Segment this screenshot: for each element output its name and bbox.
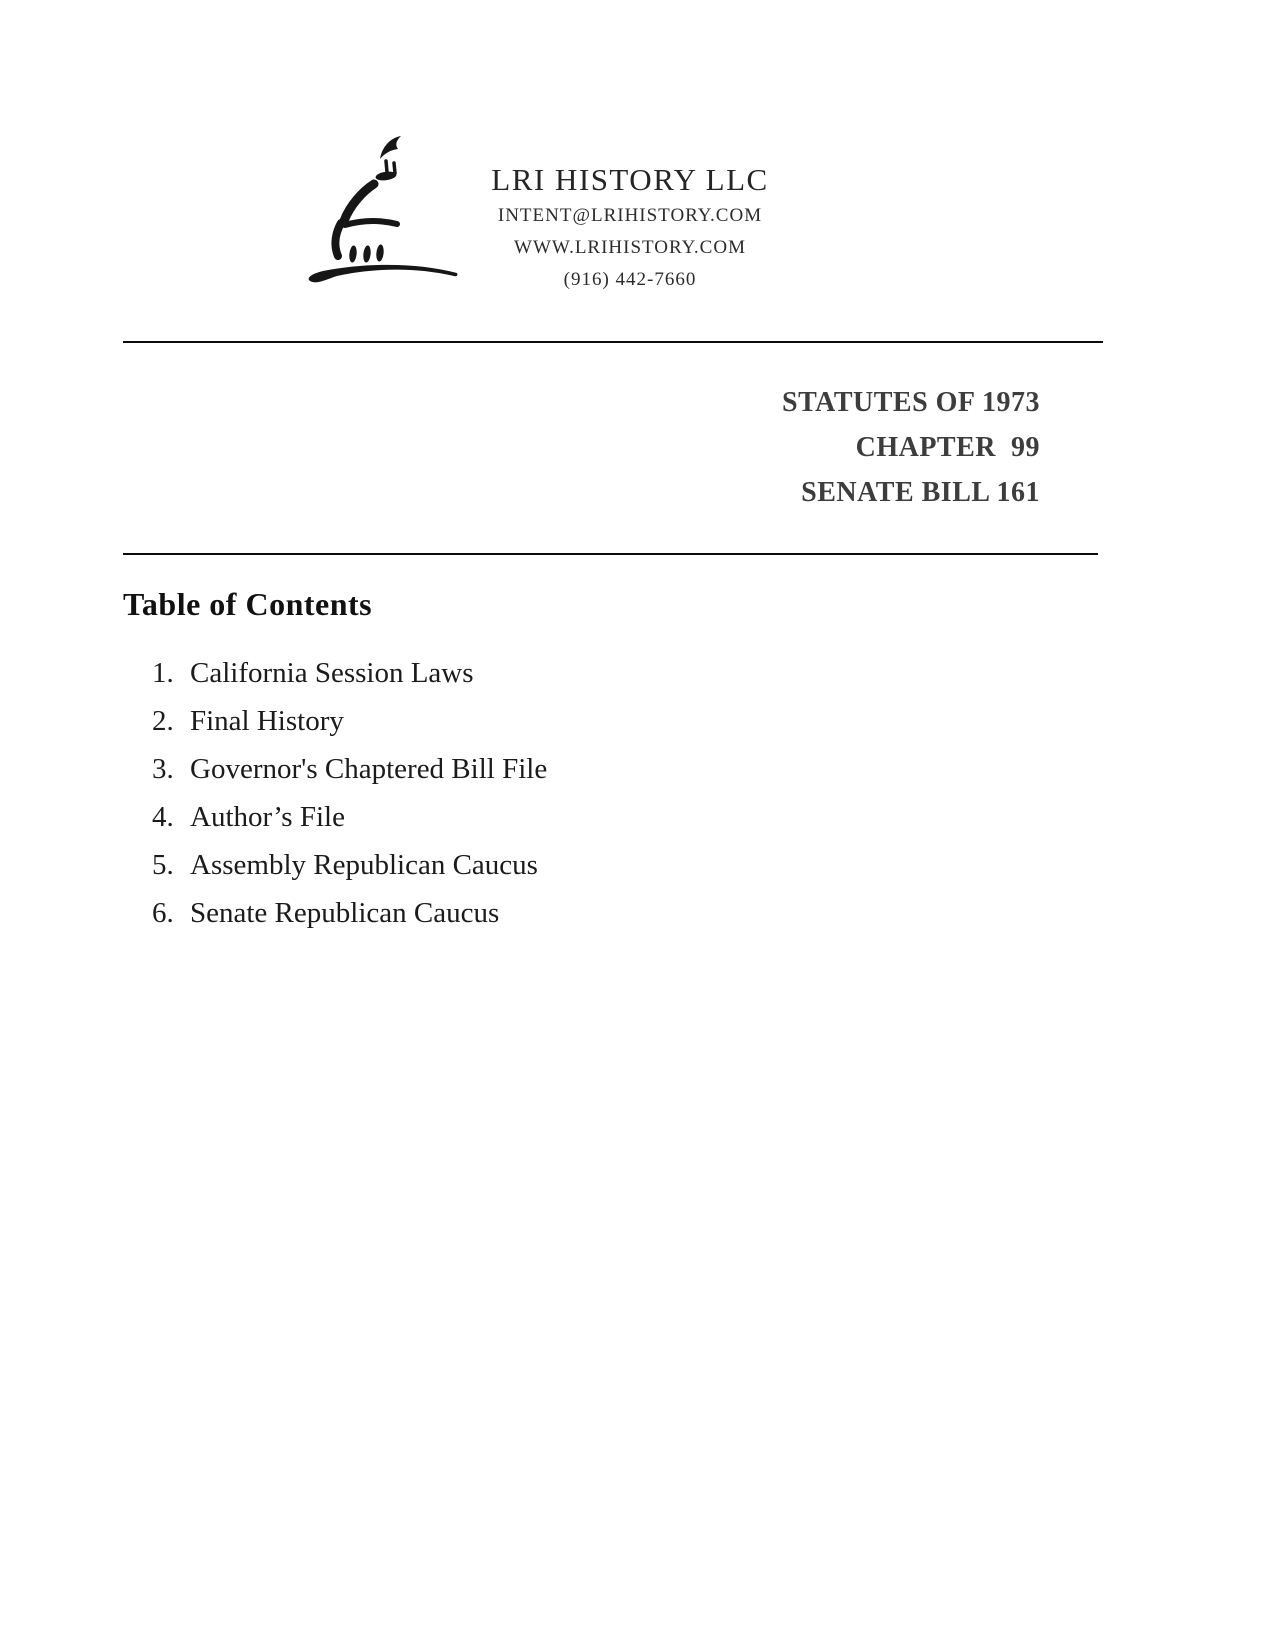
logo-dome-base xyxy=(345,221,397,225)
divider-top xyxy=(123,341,1103,343)
letterhead xyxy=(430,160,830,296)
logo-column xyxy=(363,245,372,263)
toc-item xyxy=(152,697,547,745)
logo-dome-stroke xyxy=(344,184,374,221)
toc-item xyxy=(152,649,547,697)
logo-tick xyxy=(386,161,387,172)
logo-finial xyxy=(380,136,401,159)
toc-item-label: Assembly Republican Caucus xyxy=(190,848,538,881)
toc-item-number: 1. xyxy=(152,656,174,689)
toc-item-number: 6. xyxy=(152,896,174,929)
toc-item xyxy=(152,745,547,793)
company-email: INTENT@LRIHISTORY.COM xyxy=(497,205,763,226)
divider-bottom xyxy=(123,553,1098,555)
toc-item-number: 5. xyxy=(152,848,174,881)
toc-item-number: 3. xyxy=(152,752,174,785)
company-website: WWW.LRIHISTORY.COM xyxy=(514,237,746,258)
company-phone: (916) 442-7660 xyxy=(563,269,697,290)
chapter-line: CHAPTER 99 xyxy=(855,432,1040,463)
senate-bill-line: SENATE BILL 161 xyxy=(801,477,1040,508)
toc-list xyxy=(123,649,547,937)
toc-item-label: Senate Republican Caucus xyxy=(190,896,500,929)
company-name: LRI HISTORY LLC xyxy=(491,162,769,197)
logo-column xyxy=(349,245,358,263)
toc-item-label: Author’s File xyxy=(190,800,345,833)
statute-title-block xyxy=(123,380,1040,515)
logo-tick xyxy=(394,163,395,173)
toc-item xyxy=(152,889,547,937)
toc-item-number: 2. xyxy=(152,704,174,737)
toc-item xyxy=(152,841,547,889)
statutes-year-line: STATUTES OF 1973 xyxy=(782,387,1040,418)
toc-item-label: Governor's Chaptered Bill File xyxy=(190,752,548,785)
logo-left-wall xyxy=(335,223,341,256)
toc-item-number: 4. xyxy=(152,800,174,833)
toc-item-label: California Session Laws xyxy=(190,656,474,689)
logo-column xyxy=(376,244,385,262)
toc-heading: Table of Contents xyxy=(123,586,373,622)
toc-item-label: Final History xyxy=(190,704,344,737)
toc-item xyxy=(152,793,547,841)
